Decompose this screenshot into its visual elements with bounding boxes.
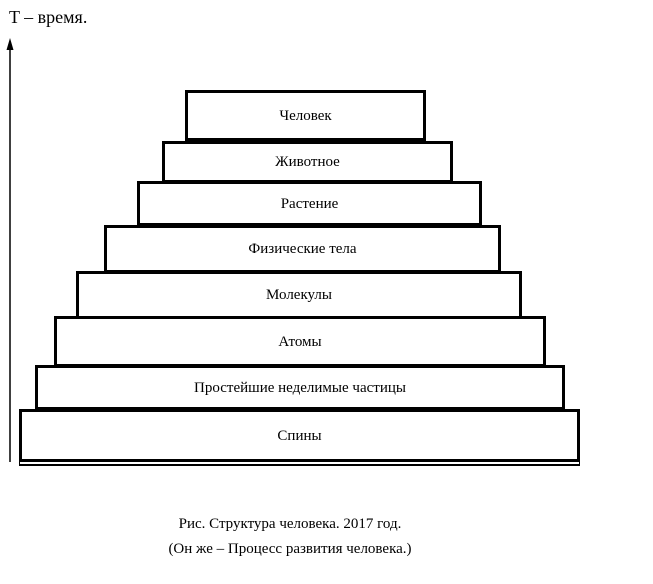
pyramid-level-human	[185, 90, 426, 141]
pyramid-level-molecules	[76, 271, 522, 319]
pyramid-level-physical-bodies	[104, 225, 501, 273]
pyramid-level-label: Атомы	[278, 333, 322, 350]
pyramid-level-label: Человек	[279, 107, 332, 124]
pyramid-level-plant	[137, 181, 482, 226]
pyramid-level-label: Растение	[280, 195, 339, 212]
pyramid-level-label: Животное	[275, 154, 340, 170]
pyramid-level-label: Молекулы	[266, 287, 332, 303]
pyramid-level-label: Спины	[277, 427, 322, 444]
figure-caption-line-1: Рис. Структура человека. 2017 год.	[178, 516, 402, 532]
pyramid-level-animal	[162, 141, 453, 183]
time-axis-arrow-icon	[7, 38, 14, 50]
pyramid-level-atoms	[54, 316, 546, 367]
pyramid-level-label: Физические тела	[248, 241, 357, 257]
pyramid-level-label: Простейшие неделимые частицы	[194, 379, 406, 396]
figure-caption-line-2: (Он же – Процесс развития человека.)	[168, 541, 412, 557]
time-axis-label: T – время.	[9, 7, 88, 27]
pyramid-level-elementary-particles	[35, 365, 565, 410]
pyramid-level-spins	[19, 409, 580, 462]
